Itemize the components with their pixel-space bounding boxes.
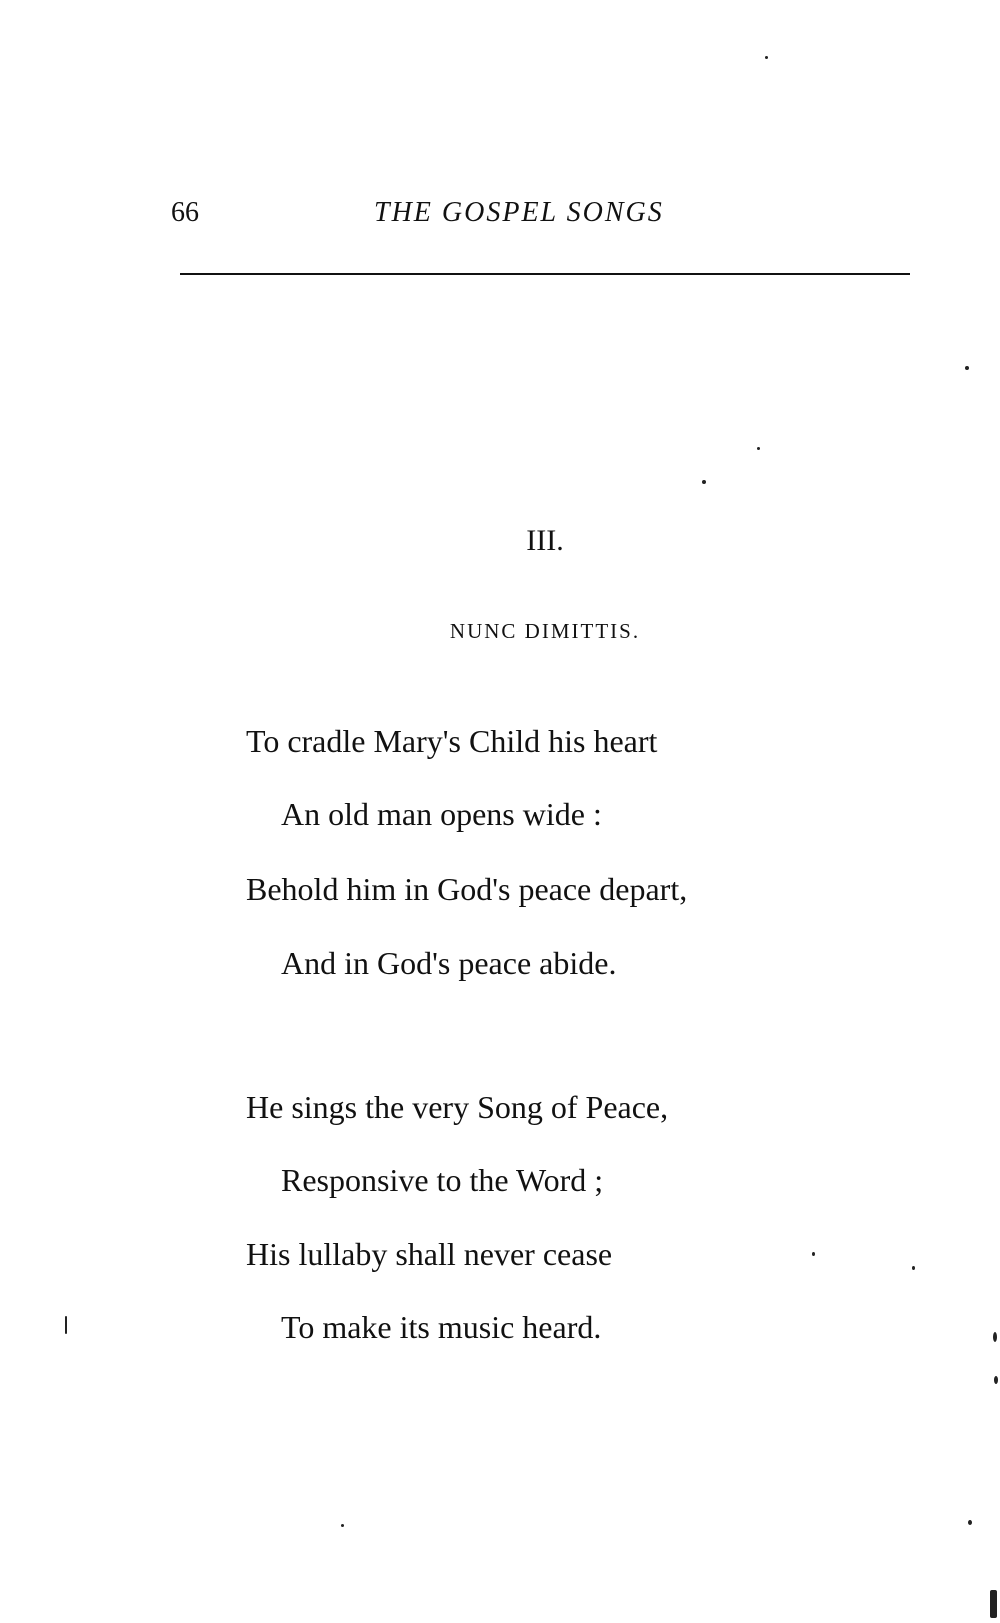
- verse-line: To cradle Mary's Child his heart: [246, 723, 658, 759]
- verse-line: To make its music heard.: [281, 1309, 602, 1345]
- scan-speck: [993, 1332, 997, 1342]
- verse-line: Behold him in God's peace depart,: [246, 871, 688, 907]
- section-title: NUNC DIMITTIS.: [449, 619, 641, 643]
- running-title: THE GOSPEL SONGS: [374, 197, 664, 228]
- scan-speck: [994, 1376, 998, 1384]
- scan-speck: [702, 480, 706, 484]
- scan-speck: [765, 56, 768, 59]
- page-number: 66: [171, 197, 199, 228]
- scan-speck: [965, 366, 969, 370]
- scan-speck: [912, 1266, 915, 1270]
- scan-speck: [65, 1316, 67, 1334]
- section-number: III.: [526, 524, 564, 557]
- verse-line: An old man opens wide :: [281, 796, 602, 832]
- scan-speck: [812, 1252, 815, 1256]
- verse-line: And in God's peace abide.: [281, 945, 617, 981]
- verse-line: He sings the very Song of Peace,: [246, 1089, 669, 1125]
- scan-speck: [990, 1590, 997, 1618]
- scan-speck: [757, 447, 760, 450]
- scan-speck: [341, 1524, 344, 1527]
- verse-line: His lullaby shall never cease: [246, 1236, 613, 1272]
- scan-speck: [968, 1520, 972, 1525]
- verse-line: Responsive to the Word ;: [281, 1162, 604, 1198]
